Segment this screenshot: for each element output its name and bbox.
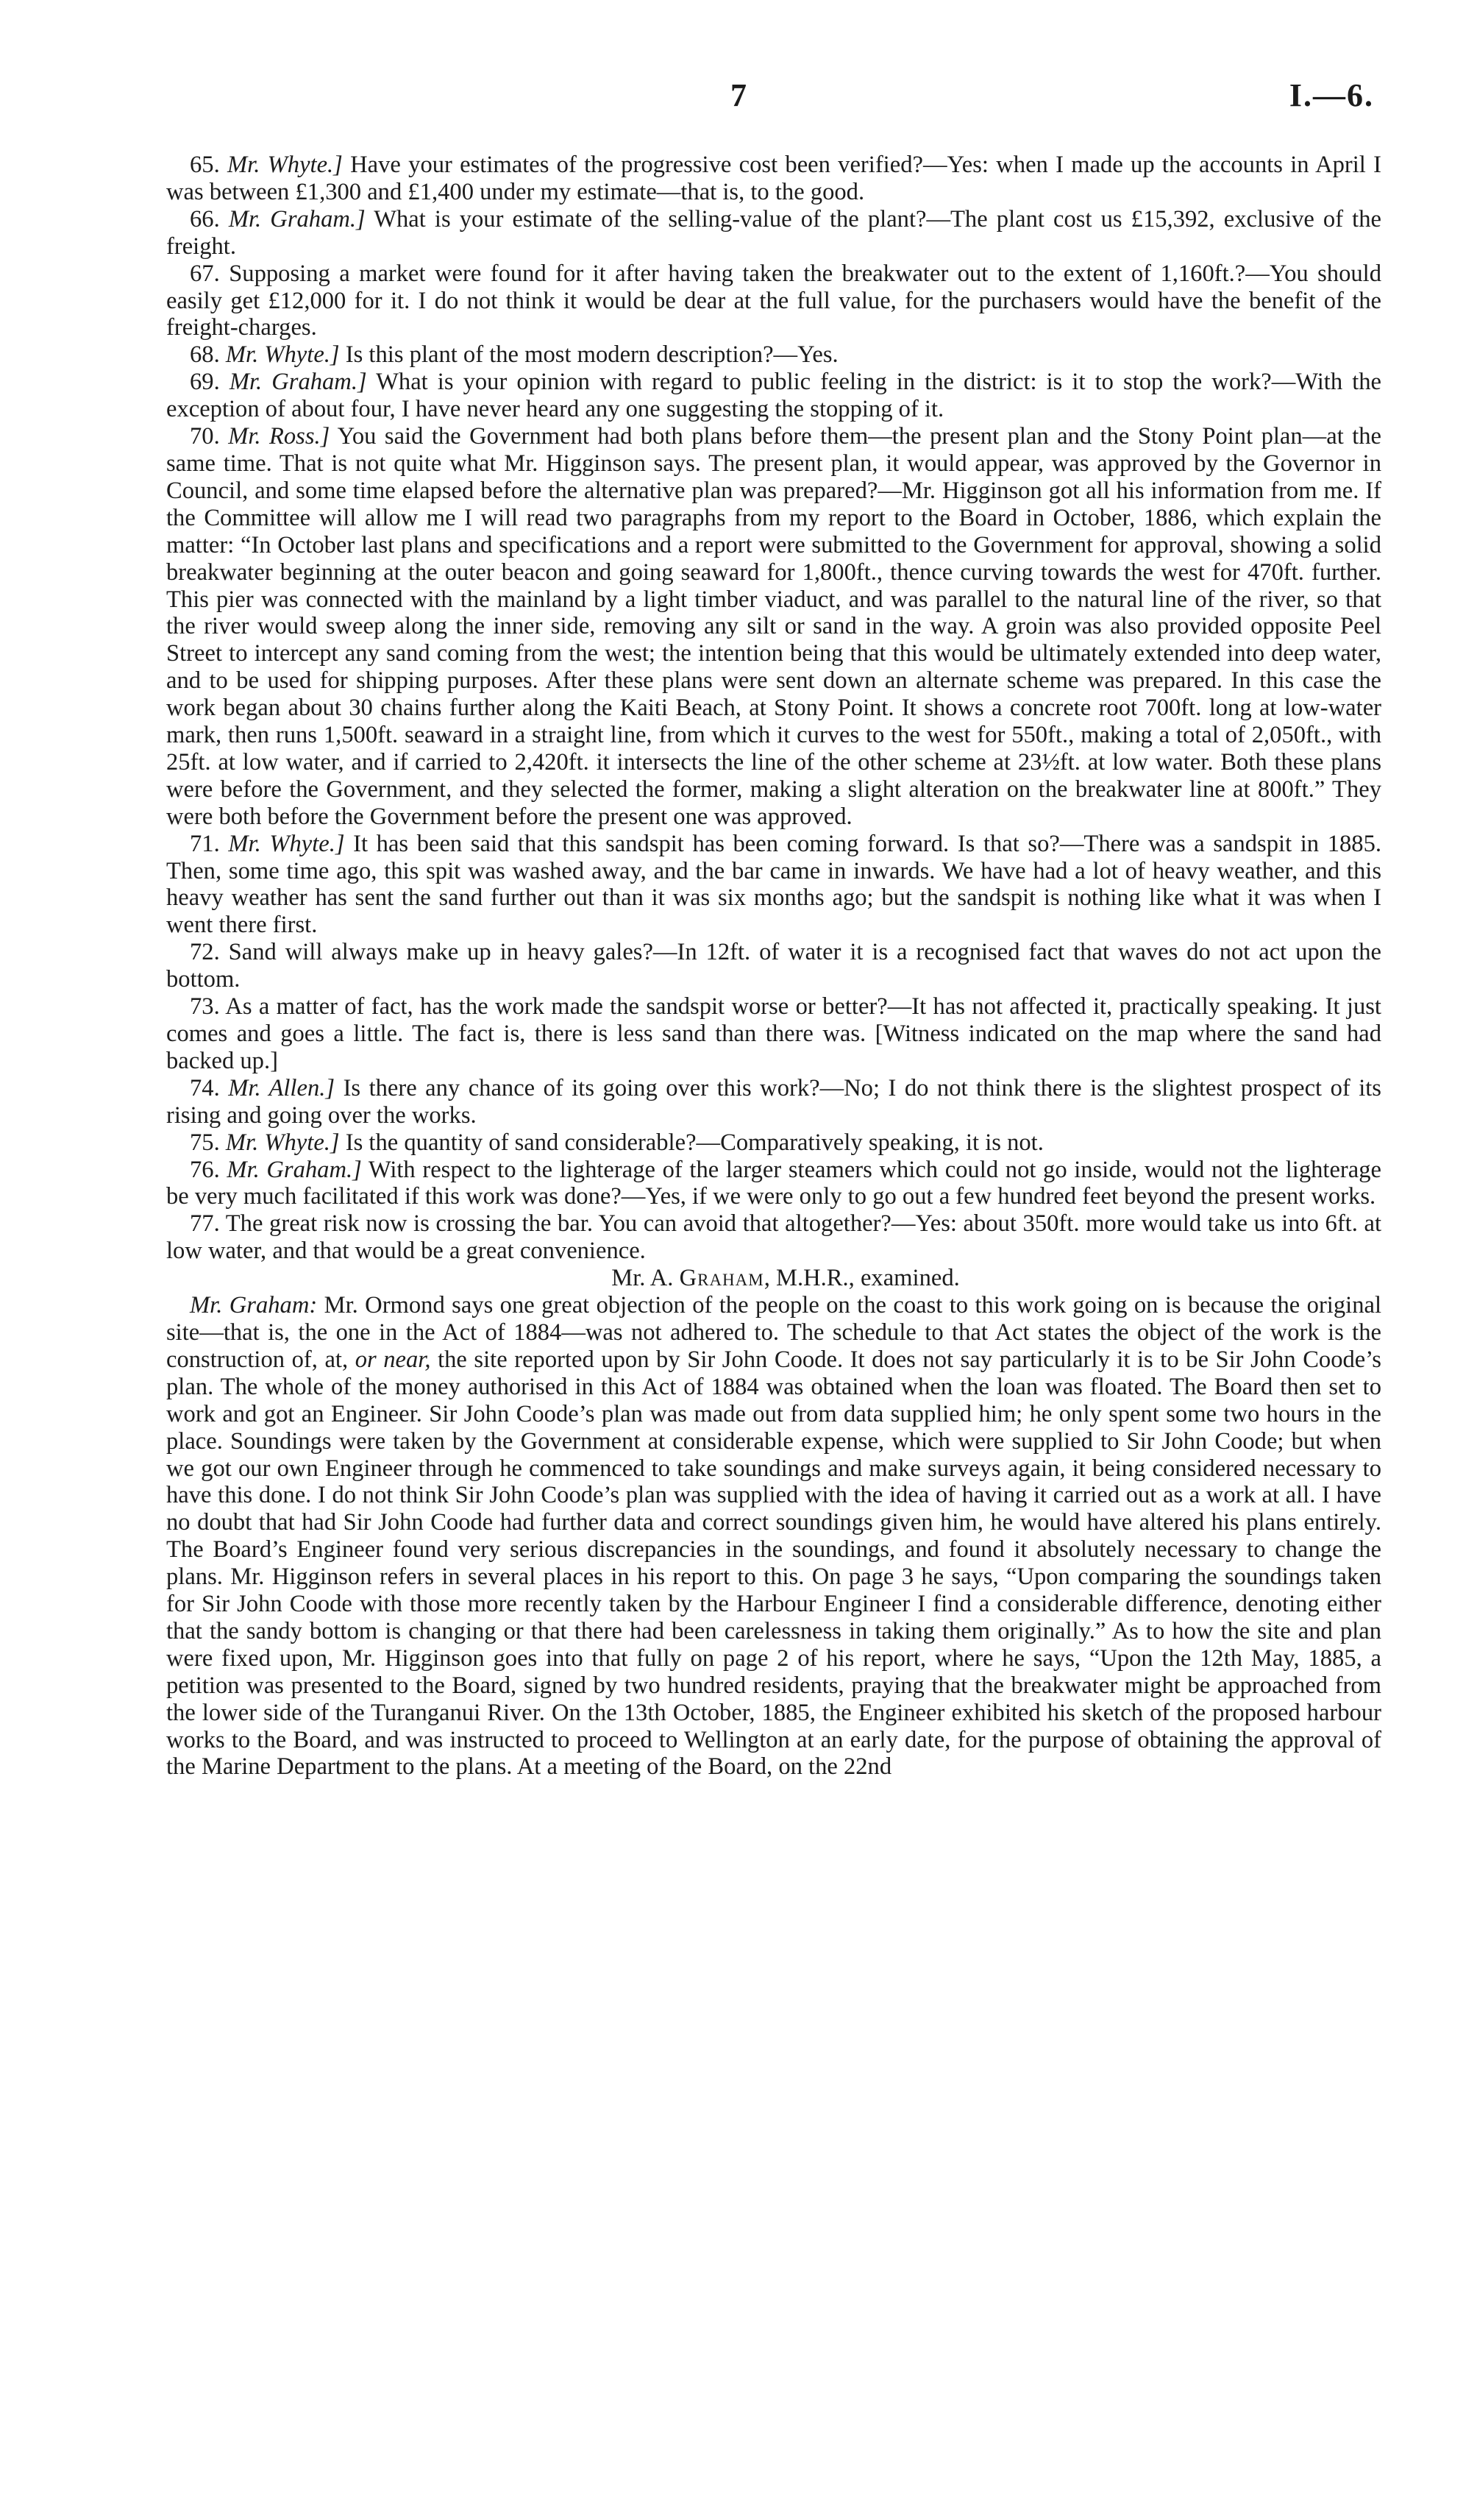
qa-paragraph (166, 369, 1381, 423)
question-number: 74. (190, 1074, 220, 1101)
speaker-name: Mr. Whyte.] (228, 830, 345, 857)
witness-statement: Mr. Graham: Mr. Ormond says one great objection of the people on the coast to this work going on is because the original site—that is, the one in the Act of 1884—was not adhered to. The schedule to that Act states the object of the work is the construction of, at, or near, the site reported upon by Sir John Coode. It does not say particularly it is to be Sir John Coode’s plan. The whole of the money authorised in this Act of 1884 was obtained when the loan was floated. The Board then set to work and got an Engineer. Sir John Coode’s plan was made out from data supplied him; he only spent some two hours in the place. Soundings were taken by the Government at considerable expense, which were supplied to Sir John Coode; but when we got our own Engineer through he commenced to take soundings and make surveys again, it being considered necessary to have this done. I do not think Sir John Coode’s plan was supplied with the idea of having it carried out as a work at all. I have no doubt that had Sir John Coode had further data and correct soundings given him, he would have altered his plans entirely. The Board’s Engineer found very serious discrepancies in the soundings, and found it absolutely necessary to change the plans. Mr. Higginson refers in several places in his report to this. On page 3 he says, “Upon comparing the soundings taken for Sir John Coode with those more recently taken by the Harbour Engineer I find a considerable difference, denoting either that the sandy bottom is changing or that there had been carelessness in taking them originally.” As to how the site and plan were fixed upon, Mr. Higginson goes into that fully on page 2 of his report, where he says, “Upon the 12th May, 1885, a petition was presented to the Board, signed by two hundred residents, praying that the breakwater might be approached from the lower side of the Turanganui River. On the 13th October, 1885, the Engineer exhibited his sketch of the proposed harbour works to the Board, and was instructed to proceed to Wellington at an early date, for the purpose of obtaining the approval of the Marine Department to the plans. At a meeting of the Board, on the 22nd (166, 1292, 1381, 1781)
section-heading: Mr. A. Graham, M.H.R., examined. (611, 1265, 960, 1292)
question-number: 70. (190, 423, 220, 450)
question-number: 69. (190, 369, 220, 396)
emphasis-text: or near, (355, 1346, 431, 1373)
qa-paragraph (166, 152, 1381, 206)
question-number: 67. (190, 260, 220, 287)
question-number: 72. (190, 939, 220, 966)
qa-paragraph (166, 206, 1381, 260)
document-reference: I.—6. (1289, 77, 1374, 113)
qa-paragraph (166, 341, 1381, 369)
witness-name: Graham (679, 1265, 764, 1292)
question-answer-text: What is your estimate of the selling-value of the plant?—The plant cost us £15,392, exclusive of the freight. (166, 205, 1381, 260)
speaker-name: Mr. Allen.] (228, 1074, 335, 1101)
speaker-name: Mr. Whyte.] (225, 341, 340, 369)
question-number: 71. (190, 830, 220, 857)
speaker-name: Mr. Graham.] (227, 1156, 362, 1183)
page-number: 7 (730, 77, 747, 113)
speaker-name: Mr. Graham.] (228, 205, 366, 233)
qa-paragraph (166, 1157, 1381, 1211)
statement-speaker: Mr. Graham: (190, 1292, 318, 1319)
speaker-name: Mr. Whyte.] (227, 152, 343, 178)
question-answer-text: Have your estimates of the progressive cost been verified?—Yes: when I made up the accounts in April I was between £1,300 and £1,400 under my estimate—that is, to the good. (166, 152, 1381, 205)
question-answer-list (166, 152, 1381, 1265)
question-answer-text: Supposing a market were found for it after having taken the breakwater out to the extent of 1,160ft.?—You should easily get £12,000 for it. I do not think it would be dear at the full value, for the purchasers would have the benefit of the freight-charges. (166, 260, 1381, 341)
qa-paragraph (166, 1129, 1381, 1157)
question-answer-text: Is the quantity of sand considerable?—Comparatively speaking, it is not. (345, 1129, 1044, 1156)
question-answer-text: You said the Government had both plans before them—the present plan and the Stony Point plan—at the same time. That is not quite what Mr. Higginson says. The present plan, it would appear, was approved by the Governor in Council, and some time elapsed before the alternative plan was prepared?—Mr. Higginson got all his information from me. If the Committee will allow me I will read two paragraphs from my report to the Board in October, 1886, which explain the matter: “In October last plans and specifications and a report were submitted to the Government for approval, showing a solid breakwater beginning at the outer beacon and going seaward for 1,800ft., thence curving towards the west for 470ft. further. This pier was connected with the mainland by a light timber viaduct, and was parallel to the natural line of the river, so that the river would sweep along the inner side, removing any silt or sand in the way. A groin was also provided opposite Peel Street to intercept any sand coming from the west; the intention being that this would be ultimately extended into deep water, and to be used for shipping purposes. After these plans were sent down an alternate scheme was prepared. In this case the work began about 30 chains further along the Kaiti Beach, at Stony Point. It shows a concrete root 700ft. long at low-water mark, then runs 1,500ft. seaward in a straight line, from which it curves to the west for 550ft., making a total of 2,050ft., with 25ft. at low water, and if carried to 2,420ft. it intersects the line of the other scheme at 23½ft. at low water. Both these plans were before the Government, and they selected the former, making a slight alteration on the breakwater line at 800ft.” They were both before the Government before the present one was approved. (166, 423, 1381, 830)
qa-paragraph (166, 939, 1381, 993)
qa-paragraph (166, 1210, 1381, 1265)
question-answer-text: Is there any chance of its going over this work?—No; I do not think there is the slightest prospect of its rising and going over the works. (166, 1074, 1381, 1129)
question-answer-text: As a matter of fact, has the work made the sandspit worse or better?—It has not affected it, practically speaking. It just comes and goes a little. The fact is, there is less sand than there was. [Witness indicated on the map where the sand had backed up.] (166, 993, 1381, 1074)
question-number: 73. (190, 993, 220, 1021)
speaker-name: Mr. Ross.] (228, 423, 330, 450)
speaker-name: Mr. Graham.] (229, 369, 367, 396)
qa-paragraph (166, 993, 1381, 1075)
qa-paragraph (166, 260, 1381, 342)
question-answer-text: What is your opinion with regard to public feeling in the district: is it to stop the work?—With the exception of about four, I have never heard any one suggesting the stopping of it. (166, 369, 1381, 423)
question-answer-text: Sand will always make up in heavy gales?—In 12ft. of water it is a recognised fact that waves do not act upon the bottom. (166, 939, 1381, 993)
question-answer-text: With respect to the lighterage of the larger steamers which could not go inside, would not the lighterage be very much facilitated if this work was done?—Yes, if we were only to go out a few hundred feet beyond the present works. (166, 1156, 1381, 1210)
question-number: 77. (190, 1210, 220, 1238)
question-answer-text: It has been said that this sandspit has been coming forward. Is that so?—There was a sandspit in 1885. Then, some time ago, this spit was washed away, and the bar came in inwards. We have had a lot of heavy weather, and this heavy weather has sent the sand further out than it was six months ago; but the sandspit is nothing like what it was when I went there first. (166, 830, 1381, 939)
qa-paragraph (166, 1075, 1381, 1129)
question-number: 65. (190, 152, 220, 178)
question-number: 75. (190, 1129, 220, 1156)
question-number: 76. (190, 1156, 220, 1183)
question-number: 66. (190, 205, 220, 233)
qa-paragraph (166, 831, 1381, 940)
page-content (166, 152, 1381, 1781)
question-number: 68. (190, 341, 220, 369)
question-answer-text: Is this plant of the most modern description?—Yes. (345, 341, 839, 369)
speaker-name: Mr. Whyte.] (225, 1129, 340, 1156)
question-answer-text: The great risk now is crossing the bar. You can avoid that altogether?—Yes: about 350ft. more would take us into 6ft. at low water, and that would be a great convenience. (166, 1210, 1381, 1265)
qa-paragraph (166, 423, 1381, 831)
